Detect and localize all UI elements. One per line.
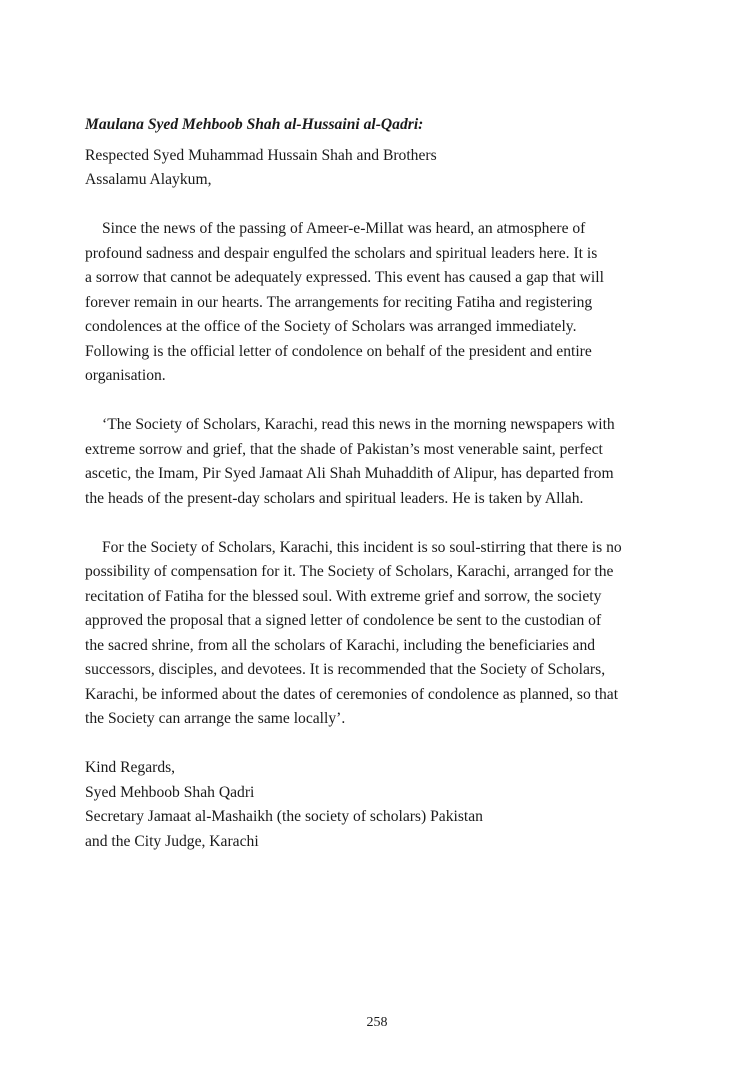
paragraph-line: forever remain in our hearts. The arrangements for reciting Fatiha and registering bbox=[85, 293, 593, 311]
paragraph-3 bbox=[85, 536, 670, 732]
paragraph-line: possibility of compensation for it. The Society of Scholars, Karachi, arranged for the bbox=[85, 563, 614, 580]
paragraph-line: For the Society of Scholars, Karachi, this incident is so soul-stirring that there is no bbox=[102, 538, 622, 556]
paragraph-1 bbox=[85, 217, 670, 389]
paragraph-line: Karachi, be informed about the dates of ceremonies of condolence as planned, so that bbox=[85, 685, 619, 703]
signature-block bbox=[85, 756, 670, 854]
paragraph-line: successors, disciples, and devotees. It is recommended that the Society of Scholars, bbox=[85, 661, 606, 678]
closing-line: Kind Regards, bbox=[85, 759, 176, 776]
paragraph-line: organisation. bbox=[85, 367, 166, 384]
letter-heading: Maulana Syed Mehboob Shah al-Hussaini al-Qadri: bbox=[85, 116, 424, 133]
paragraph-line: Since the news of the passing of Ameer-e-Millat was heard, an atmosphere of bbox=[102, 220, 586, 237]
signer-title-continued: and the City Judge, Karachi bbox=[85, 832, 259, 850]
paragraph-2 bbox=[85, 413, 670, 511]
paragraph-line: the sacred shrine, from all the scholars of Karachi, including the beneficiaries and bbox=[85, 636, 596, 654]
paragraph-line: Following is the official letter of condolence on behalf of the president and entire bbox=[85, 342, 592, 360]
paragraph-line: ascetic, the Imam, Pir Syed Jamaat Ali Shah Muhaddith of Alipur, has departed from bbox=[85, 465, 614, 482]
spacer bbox=[85, 193, 670, 218]
paragraph-line: approved the proposal that a signed letter of condolence be sent to the custodian of bbox=[85, 612, 602, 629]
spacer bbox=[85, 511, 670, 536]
greeting-line: Assalamu Alaykum, bbox=[85, 171, 212, 188]
paragraph-line: condolences at the office of the Society of Scholars was arranged immediately. bbox=[85, 318, 577, 335]
paragraph-line: the Society can arrange the same locally’. bbox=[85, 710, 346, 727]
paragraph-line: profound sadness and despair engulfed the scholars and spiritual leaders here. It is bbox=[85, 244, 598, 262]
signer-title: Secretary Jamaat al-Mashaikh (the society of scholars) Pakistan bbox=[85, 808, 483, 825]
signer-name: Syed Mehboob Shah Qadri bbox=[85, 783, 255, 801]
salutation-line: Respected Syed Muhammad Hussain Shah and Brothers bbox=[85, 146, 437, 164]
paragraph-line: extreme sorrow and grief, that the shade of Pakistan’s most venerable saint, perfect bbox=[85, 440, 603, 458]
paragraph-line: a sorrow that cannot be adequately expressed. This event has caused a gap that will bbox=[85, 269, 604, 286]
page-number: 258 bbox=[366, 1015, 388, 1030]
paragraph-line: ‘The Society of Scholars, Karachi, read this news in the morning newspapers with bbox=[102, 416, 615, 433]
paragraph-line: the heads of the present-day scholars and spiritual leaders. He is taken by Allah. bbox=[85, 489, 584, 507]
spacer bbox=[85, 389, 670, 414]
spacer bbox=[85, 732, 670, 757]
letter-body bbox=[85, 113, 670, 854]
paragraph-line: recitation of Fatiha for the blessed soul. With extreme grief and sorrow, the society bbox=[85, 587, 602, 605]
salutation bbox=[85, 144, 670, 193]
